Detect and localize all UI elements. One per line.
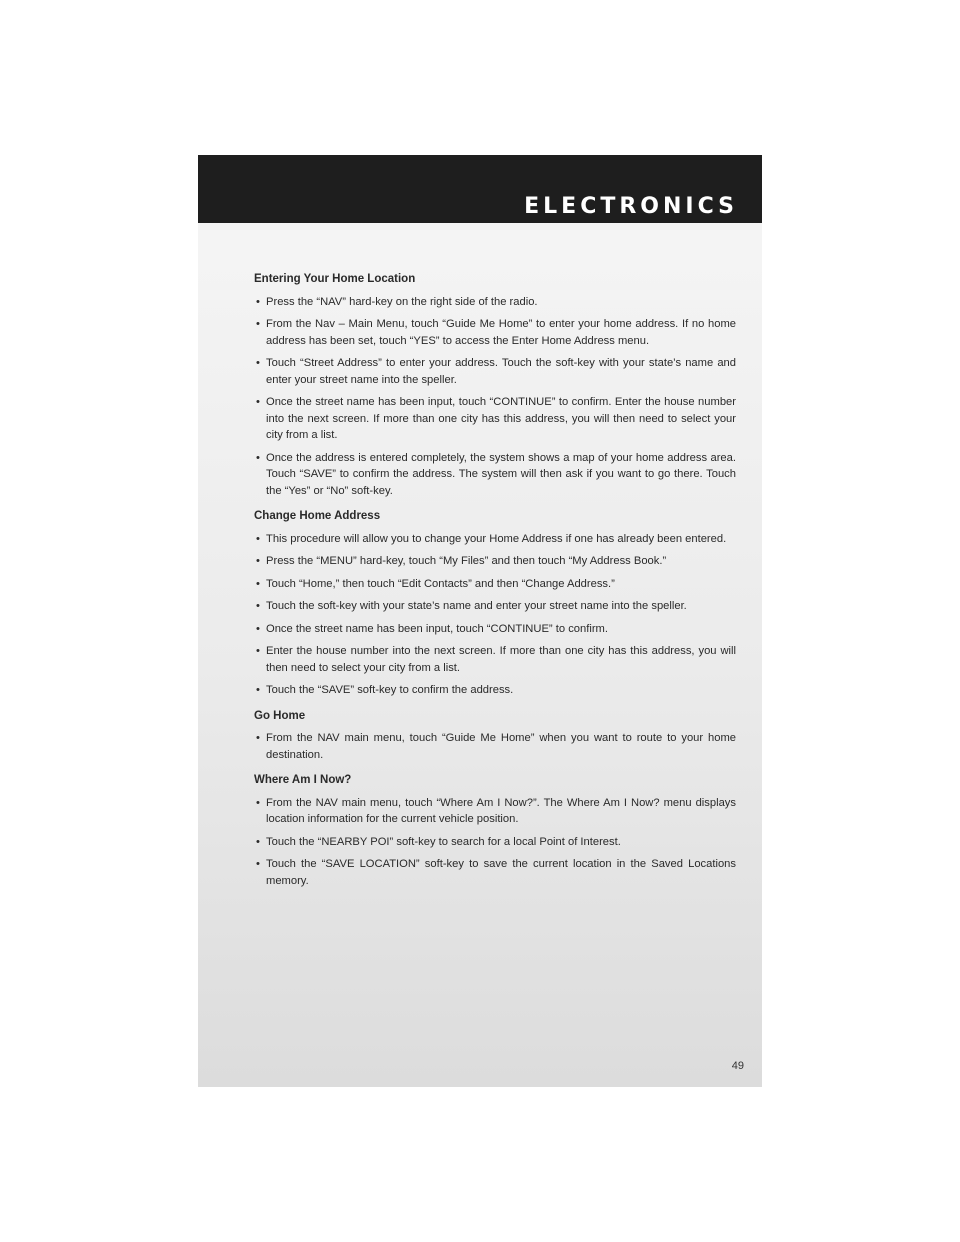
page-number: 49 (731, 1060, 744, 1072)
bullet-item: • Touch “Street Address” to enter your address. Touch the soft-key with your state’s name and enter your street name into the speller. (254, 355, 736, 388)
bullet-item: • Enter the house number into the next screen. If more than one city has this address, you will then need to select your city from a list. (254, 643, 736, 676)
bullet-item: • Touch the soft-key with your state’s name and enter your street name into the speller. (254, 598, 736, 615)
page-content (254, 268, 736, 895)
section-heading: Entering Your Home Location (254, 273, 416, 285)
bullet-item: • From the NAV main menu, touch “Guide Me Home” when you want to route to your home destination. (254, 730, 736, 763)
section-heading: Go Home (254, 709, 306, 722)
bullet-item: • Press the “MENU” hard-key, touch “My Files” and then touch “My Address Book.” (254, 553, 736, 570)
bullet-item: • Press the “NAV” hard-key on the right side of the radio. (254, 294, 736, 311)
manual-page (198, 155, 762, 1087)
section-change-home-address (254, 505, 736, 699)
bullet-item: • This procedure will allow you to change your Home Address if one has already been entered. (254, 531, 736, 548)
bullet-item: • Touch the “NEARBY POI” soft-key to search for a local Point of Interest. (254, 834, 736, 851)
section-heading: Change Home Address (254, 510, 381, 522)
bullet-list (254, 730, 736, 763)
bullet-list (254, 795, 736, 890)
bullet-item: • Once the address is entered completely, the system shows a map of your home address area. Touch “SAVE” to confirm the address. The system will then ask if you want to go there. Touch the “Yes” or “No” soft-key. (254, 450, 736, 500)
section-entering-home-location (254, 268, 736, 499)
section-where-am-i-now (254, 769, 736, 889)
bullet-item: • Once the street name has been input, touch “CONTINUE” to confirm. (254, 621, 736, 638)
bullet-item: • Once the street name has been input, touch “CONTINUE” to confirm. Enter the house number into the next screen. If more than one city has this address, you will then need to select your city from a list. (254, 394, 736, 444)
header-bar (198, 155, 762, 223)
bullet-item: • From the NAV main menu, touch “Where Am I Now?”. The Where Am I Now? menu displays location information for the current vehicle position. (254, 795, 736, 828)
section-title: ELECTRONICS (524, 194, 738, 219)
section-heading: Where Am I Now? (254, 774, 352, 786)
section-go-home (254, 705, 736, 764)
bullet-item: • Touch “Home,” then touch “Edit Contacts” and then “Change Address.” (254, 576, 736, 593)
bullet-item: • Touch the “SAVE” soft-key to confirm the address. (254, 682, 736, 699)
bullet-list (254, 531, 736, 699)
bullet-list (254, 294, 736, 500)
bullet-item: • Touch the “SAVE LOCATION” soft-key to save the current location in the Saved Locations memory. (254, 856, 736, 889)
bullet-item: • From the Nav – Main Menu, touch “Guide Me Home” to enter your home address. If no home address has been set, touch “YES” to access the Enter Home Address menu. (254, 316, 736, 349)
